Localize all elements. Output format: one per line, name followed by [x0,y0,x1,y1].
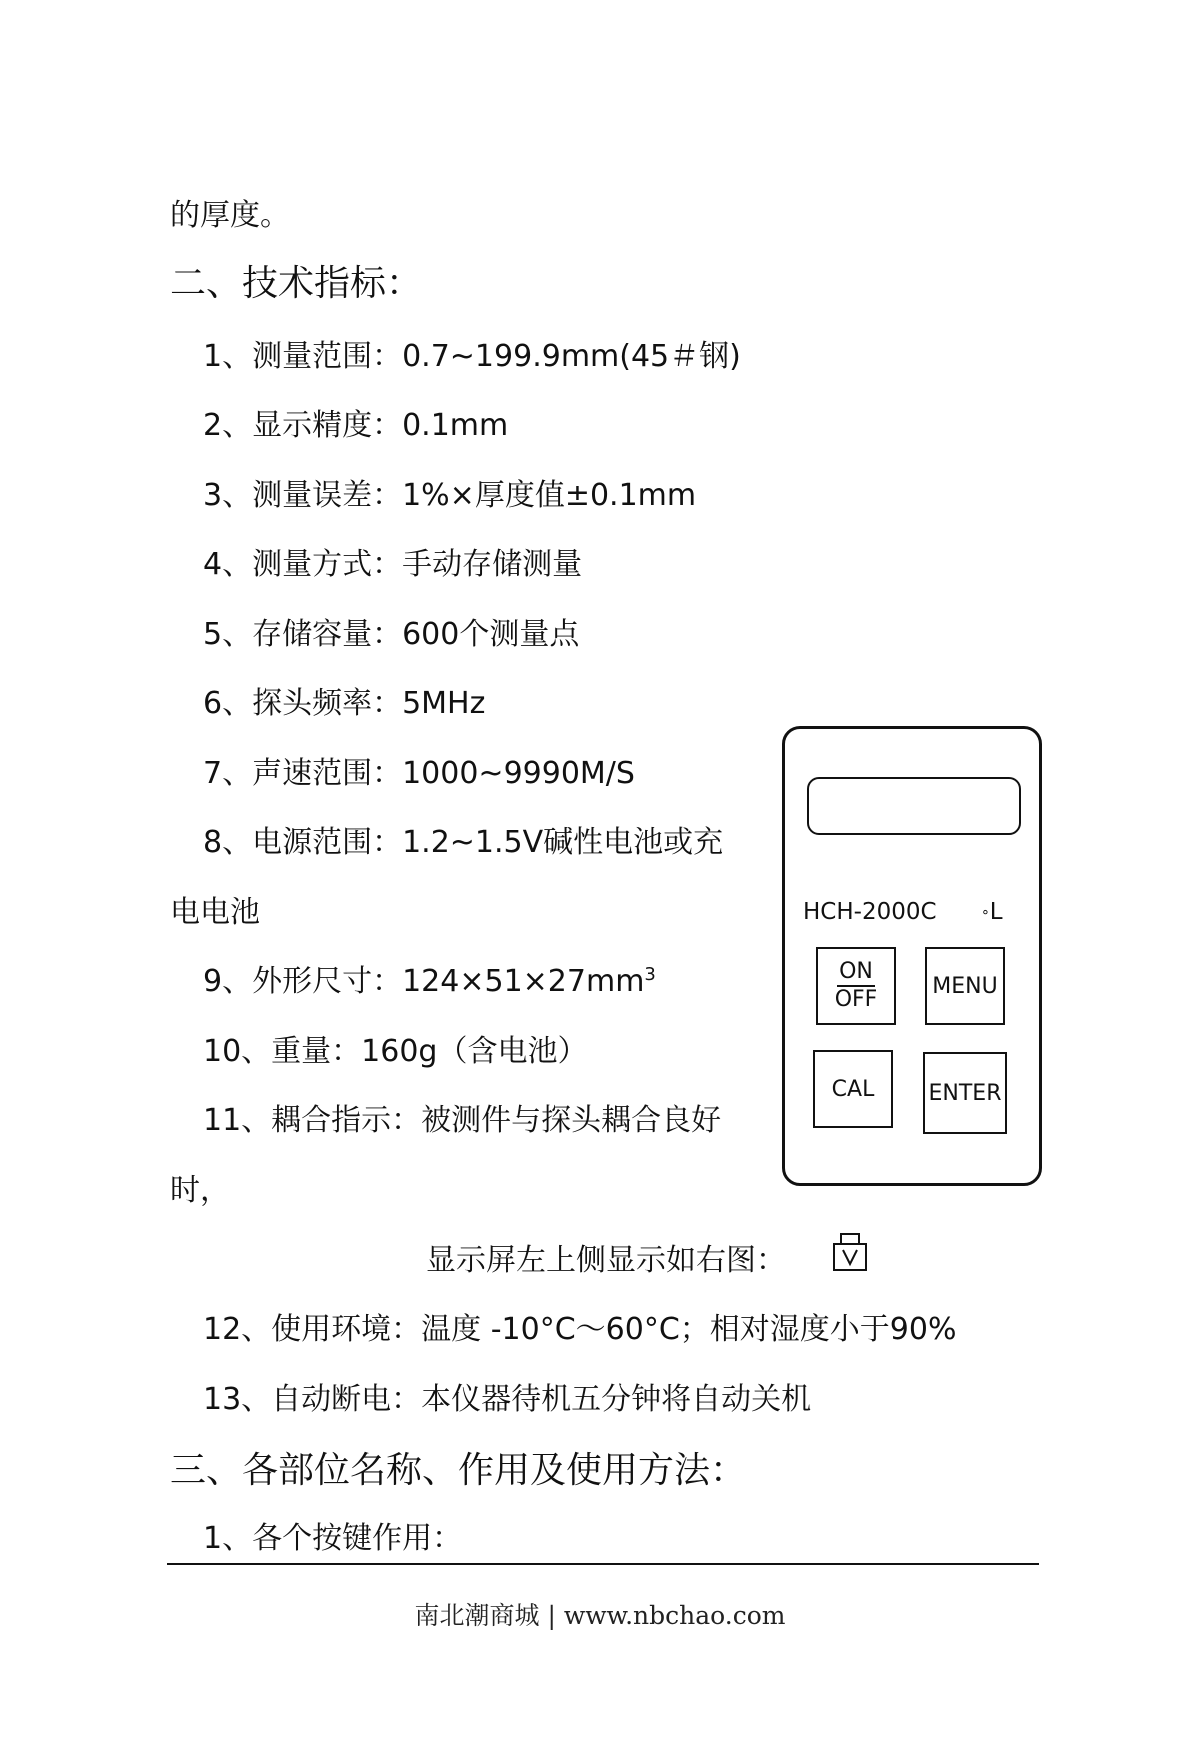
spec-4: 4、测量方式：手动存储测量 [203,547,583,582]
footer-divider [167,1563,1039,1565]
device-led-indicator [981,899,1003,925]
device-illustration [782,726,1042,1186]
spec-9-text: 9、外形尺寸：124×51×27mm [203,964,645,999]
menu-key: MENU [925,947,1005,1025]
spec-5: 5、存储容量：600个测量点 [203,617,580,652]
led-label: L [989,899,1003,925]
footer-text: 南北潮商城 | www.nbchao.com [414,1601,786,1630]
coupling-indicator-icon [831,1232,871,1274]
section-3-heading: 三、各部位名称、作用及使用方法： [170,1450,747,1491]
device-model-label: HCH-2000C [803,899,937,925]
spec-11-note: 显示屏左上侧显示如右图： [426,1243,786,1278]
section-2-heading: 二、技术指标： [170,263,423,304]
cal-key: CAL [813,1050,893,1128]
spec-12: 12、使用环境：温度 -10°C～60°C；相对湿度小于90% [203,1312,957,1347]
on-off-key [816,947,896,1025]
continuation-text: 的厚度。 [170,198,290,233]
on-label: ON [837,959,875,987]
spec-1: 1、测量范围：0.7~199.9mm(45＃钢) [203,339,741,374]
spec-7: 7、声速范围：1000~9990M/S [203,756,635,791]
spec-9 [203,964,656,1000]
spec-2: 2、显示精度：0.1mm [203,408,509,443]
spec-3: 3、测量误差：1%×厚度值±0.1mm [203,478,697,513]
spec-8: 8、电源范围：1.2~1.5V碱性电池或充 [203,825,724,860]
spec-11: 11、耦合指示：被测件与探头耦合良好 [203,1103,722,1138]
spec-9-superscript: 3 [644,964,656,985]
subsection-1-heading: 1、各个按键作用： [203,1521,463,1556]
spec-11-continued: 时， [170,1173,230,1208]
spec-13: 13、自动断电：本仪器待机五分钟将自动关机 [203,1382,812,1417]
led-dot-icon: ∘ [981,904,990,921]
spec-8-continued: 电电池 [170,895,260,930]
spec-6: 6、探头频率：5MHz [203,686,486,721]
spec-10: 10、重量：160g（含电池） [203,1034,588,1069]
enter-key: ENTER [923,1052,1007,1134]
off-label: OFF [834,987,878,1012]
device-display [807,777,1021,835]
